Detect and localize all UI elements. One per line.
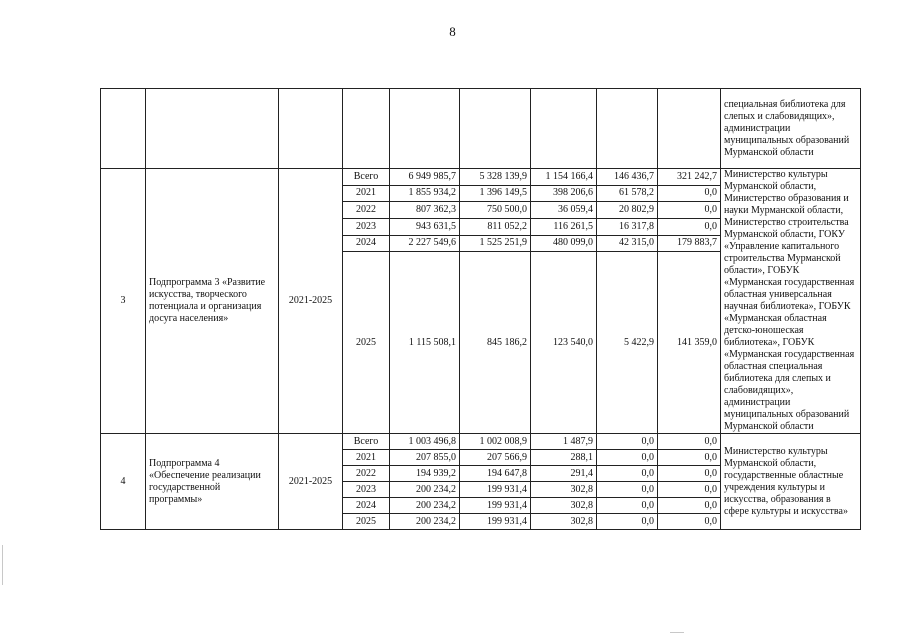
total-value: 1 855 934,2: [390, 185, 460, 202]
regional-value: 194 647,8: [460, 466, 531, 482]
regional-value: 1 002 008,9: [460, 434, 531, 450]
regional-value: 1 396 149,5: [460, 185, 531, 202]
regional-value: 845 186,2: [460, 252, 531, 434]
table-row: [101, 434, 861, 450]
regional-value: 207 566,9: [460, 450, 531, 466]
program-period: 2021-2025: [279, 434, 343, 530]
regional-value: 750 500,0: [460, 202, 531, 219]
total-value: 807 362,3: [390, 202, 460, 219]
other-value: 0,0: [658, 450, 721, 466]
federal-value: 123 540,0: [531, 252, 597, 434]
local-value: 20 802,9: [597, 202, 658, 219]
federal-value: 116 261,5: [531, 218, 597, 235]
cell-empty: [460, 89, 531, 169]
total-value: 194 939,2: [390, 466, 460, 482]
total-value: 1 115 508,1: [390, 252, 460, 434]
year-cell: 2022: [343, 202, 390, 219]
program-name: Подпрограмма 3 «Развитие искусства, творческого потенциала и организация досуга населения»: [146, 169, 279, 434]
federal-value: 302,8: [531, 482, 597, 498]
scan-mark: [2, 545, 3, 585]
other-value: 0,0: [658, 482, 721, 498]
total-value: 200 234,2: [390, 514, 460, 530]
year-cell: 2025: [343, 252, 390, 434]
total-value: 6 949 985,7: [390, 169, 460, 186]
continuation-executors: специальная библиотека для слепых и слабовидящих», администрации муниципальных образований Мурманской области: [721, 89, 861, 169]
other-value: 0,0: [658, 185, 721, 202]
federal-value: 1 487,9: [531, 434, 597, 450]
regional-value: 199 931,4: [460, 514, 531, 530]
year-cell: 2024: [343, 498, 390, 514]
local-value: 0,0: [597, 514, 658, 530]
regional-value: 1 525 251,9: [460, 235, 531, 252]
local-value: 42 315,0: [597, 235, 658, 252]
local-value: 0,0: [597, 498, 658, 514]
federal-value: 288,1: [531, 450, 597, 466]
cell-empty: [531, 89, 597, 169]
other-value: 141 359,0: [658, 252, 721, 434]
total-value: 200 234,2: [390, 498, 460, 514]
total-value: 1 003 496,8: [390, 434, 460, 450]
year-cell: 2022: [343, 466, 390, 482]
table-row: [101, 169, 861, 186]
page-number: 8: [449, 24, 456, 39]
continuation-row: [101, 89, 861, 169]
year-cell: 2025: [343, 514, 390, 530]
program-name: Подпрограмма 4 «Обеспечение реализации государственной программы»: [146, 434, 279, 530]
local-value: 0,0: [597, 482, 658, 498]
federal-value: 398 206,6: [531, 185, 597, 202]
local-value: 0,0: [597, 466, 658, 482]
program-funding-table: [100, 88, 861, 530]
year-cell: 2023: [343, 218, 390, 235]
local-value: 146 436,7: [597, 169, 658, 186]
other-value: 321 242,7: [658, 169, 721, 186]
federal-value: 1 154 166,4: [531, 169, 597, 186]
regional-value: 199 931,4: [460, 498, 531, 514]
other-value: 0,0: [658, 514, 721, 530]
total-value: 2 227 549,6: [390, 235, 460, 252]
federal-value: 302,8: [531, 498, 597, 514]
cell-empty: [597, 89, 658, 169]
other-value: 0,0: [658, 218, 721, 235]
total-value: 207 855,0: [390, 450, 460, 466]
cell-empty: [146, 89, 279, 169]
local-value: 0,0: [597, 450, 658, 466]
other-value: 0,0: [658, 434, 721, 450]
total-value: 943 631,5: [390, 218, 460, 235]
year-cell: 2024: [343, 235, 390, 252]
cell-empty: [279, 89, 343, 169]
other-value: 0,0: [658, 498, 721, 514]
cell-empty: [390, 89, 460, 169]
local-value: 61 578,2: [597, 185, 658, 202]
total-value: 200 234,2: [390, 482, 460, 498]
federal-value: 36 059,4: [531, 202, 597, 219]
program-executors: Министерство культуры Мурманской области, государственные областные учреждения культуры и искусства, образования в сфере культуры и искусства»: [721, 434, 861, 530]
local-value: 16 317,8: [597, 218, 658, 235]
program-executors: Министерство культуры Мурманской области, Министерство образования и науки Мурманской области, Министерство строительства Мурманской области, ГОКУ «Управление капитального строительства Мурманской области», ГОБУК «Мурманская государственная областная универсальная научная библиотека», ГОБУК «Мурманская областная детско-юношеская библиотека», ГОБУК «Мурманская государственная областная специальная библиотека для слепых и слабовидящих», администрации муниципальных образований Мурманской области: [721, 169, 861, 434]
other-value: 179 883,7: [658, 235, 721, 252]
other-value: 0,0: [658, 466, 721, 482]
regional-value: 5 328 139,9: [460, 169, 531, 186]
federal-value: 480 099,0: [531, 235, 597, 252]
program-number: 4: [101, 434, 146, 530]
regional-value: 811 052,2: [460, 218, 531, 235]
regional-value: 199 931,4: [460, 482, 531, 498]
year-cell: Всего: [343, 169, 390, 186]
year-cell: 2021: [343, 450, 390, 466]
cell-empty: [101, 89, 146, 169]
program-period: 2021-2025: [279, 169, 343, 434]
federal-value: 291,4: [531, 466, 597, 482]
year-cell: 2023: [343, 482, 390, 498]
federal-value: 302,8: [531, 514, 597, 530]
year-cell: 2021: [343, 185, 390, 202]
local-value: 0,0: [597, 434, 658, 450]
other-value: 0,0: [658, 202, 721, 219]
program-number: 3: [101, 169, 146, 434]
scan-mark: [670, 632, 684, 633]
year-cell: Всего: [343, 434, 390, 450]
local-value: 5 422,9: [597, 252, 658, 434]
cell-empty: [658, 89, 721, 169]
cell-empty: [343, 89, 390, 169]
